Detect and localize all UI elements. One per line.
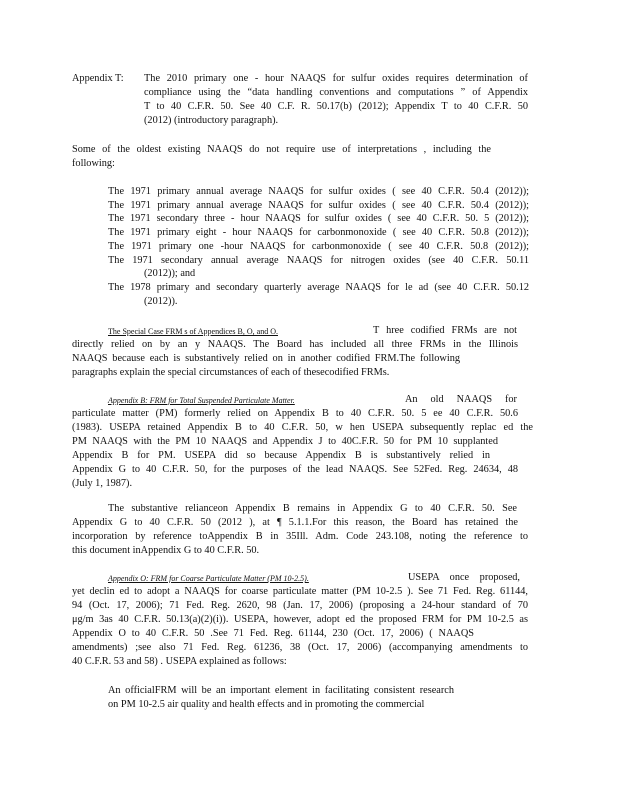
appendix-b-line-2: particulate matter (PM) formerly relied on Appendix B to 40 C.F.R. 50. 5 ee 40 C.F.R. 50.6 bbox=[72, 408, 518, 419]
appendix-b-line-4: PM NAAQS with the PM 10 NAAQS and Appendix J to 40C.F.R. 50 for PM 10 supplanted bbox=[72, 436, 498, 447]
special-case-line-3: NAAQS because each is substantively relied on in another codified FRM.The following bbox=[72, 353, 460, 364]
quote-line-1: An officialFRM will be an important element in facilitating consistent research bbox=[108, 685, 454, 696]
appendix-t-line-2: compliance using the “data handling conventions and computations ” of Appendix bbox=[144, 87, 528, 98]
intro-line-1: Some of the oldest existing NAAQS do not require use of interpretations , including the bbox=[72, 144, 491, 155]
appendix-t-line-3: T to 40 C.F.R. 50. See 40 C.F. R. 50.17(b) (2012); Appendix T to 40 C.F.R. 50 bbox=[144, 101, 528, 112]
appendix-b-line-6: Appendix G to 40 C.F.R. 50, for the purposes of the lead NAAQS. See 52Fed. Reg. 24634, 48 bbox=[72, 464, 518, 475]
list-item: The 1971 secondary three - hour NAAQS for sulfur oxides ( see 40 C.F.R. 50. 5 (2012)); bbox=[108, 213, 529, 224]
list-item-continuation: (2012)); and bbox=[144, 268, 196, 279]
appendix-o-line-1: USEPA once proposed, bbox=[408, 572, 520, 583]
appendix-b-line-3: (1983). USEPA retained Appendix B to 40 C.F.R. 50, w hen USEPA subsequently replac ed the bbox=[72, 422, 533, 433]
appendix-o-line-7: 40 C.F.R. 53 and 58) . USEPA explained as follows: bbox=[72, 656, 287, 667]
list-item: The 1971 primary annual average NAAQS for sulfur oxides ( see 40 C.F.R. 50.4 (2012)); bbox=[108, 186, 529, 197]
appendix-t-line-1: The 2010 primary one - hour NAAQS for sulfur oxides requires determination of bbox=[144, 73, 528, 84]
appendix-t-line-4: (2012) (introductory paragraph). bbox=[144, 115, 279, 126]
list-item: The 1978 primary and secondary quarterly average NAAQS for le ad (see 40 C.F.R. 50.12 bbox=[108, 282, 529, 293]
reliance-line-3: incorporation by reference toAppendix B in 35Ill. Adm. Code 243.108, noting the reference to bbox=[72, 531, 528, 542]
reliance-line-4: this document inAppendix G to 40 C.F.R. 50. bbox=[72, 545, 260, 556]
list-item: The 1971 primary eight - hour NAAQS for carbonmonoxide ( see 40 C.F.R. 50.8 (2012)); bbox=[108, 227, 529, 238]
appendix-b-line-7: (July 1, 1987). bbox=[72, 478, 133, 489]
intro-line-2: following: bbox=[72, 158, 115, 169]
special-case-line-1: T hree codified FRMs are not bbox=[373, 325, 517, 336]
reliance-line-2: Appendix G to 40 C.F.R. 50 (2012 ), at ¶ 5.1.1.For this reason, the Board has retained the bbox=[72, 517, 518, 528]
appendix-b-heading: Appendix B: FRM for Total Suspended Particulate Matter. bbox=[108, 396, 295, 405]
special-case-line-2: directly relied on by an y NAAQS. The Board has included all three FRMs in the Illinois bbox=[72, 339, 518, 350]
appendix-b-line-1: An old NAAQS for bbox=[405, 394, 517, 405]
appendix-o-line-4: μg/m 3as 40 C.F.R. 50.13(a)(2)(i)). USEPA, however, adopt ed the proposed FRM for PM 10-2.5 as bbox=[72, 614, 528, 625]
appendix-b-line-5: Appendix B for PM. USEPA did so because Appendix B is substantively relied in bbox=[72, 450, 490, 461]
reliance-line-1: The substantive relianceon Appendix B remains in Appendix G to 40 C.F.R. 50. See bbox=[108, 503, 517, 514]
appendix-o-line-3: 94 (Oct. 17, 2006); 71 Fed. Reg. 2620, 98 (Jan. 17, 2006) (proposing a 24-hour standard of 70 bbox=[72, 600, 528, 611]
list-item: The 1971 secondary annual average NAAQS for nitrogen oxides (see 40 C.F.R. 50.11 bbox=[108, 255, 529, 266]
quote-line-2: on PM 10-2.5 air quality and health effects and in promoting the commercial bbox=[108, 699, 425, 710]
list-item: The 1971 primary annual average NAAQS for sulfur oxides ( see 40 C.F.R. 50.4 (2012)); bbox=[108, 200, 529, 211]
appendix-t-label: Appendix T: bbox=[72, 73, 124, 84]
appendix-o-line-6: amendments) ;see also 71 Fed. Reg. 61236, 38 (Oct. 17, 2006) (accompanying amendments to bbox=[72, 642, 528, 653]
list-item-continuation: (2012)). bbox=[144, 296, 178, 307]
special-case-line-4: paragraphs explain the special circumstances of each of thesecodified FRMs. bbox=[72, 367, 390, 378]
special-case-heading: The Special Case FRM s of Appendices B, O, and O. bbox=[108, 327, 278, 336]
appendix-o-line-5: Appendix O to 40 C.F.R. 50 .See 71 Fed. Reg. 61144, 230 (Oct. 17, 2006) ( NAAQS bbox=[72, 628, 474, 639]
appendix-o-line-2: yet declin ed to adopt a NAAQS for coarse particulate matter (PM 10-2.5 ). See 71 Fed. Reg. 61144, bbox=[72, 586, 528, 597]
list-item: The 1971 primary one -hour NAAQS for carbonmonoxide ( see 40 C.F.R. 50.8 (2012)); bbox=[108, 241, 529, 252]
appendix-o-heading: Appendix O: FRM for Coarse Particulate Matter (PM 10-2.5). bbox=[108, 574, 309, 583]
